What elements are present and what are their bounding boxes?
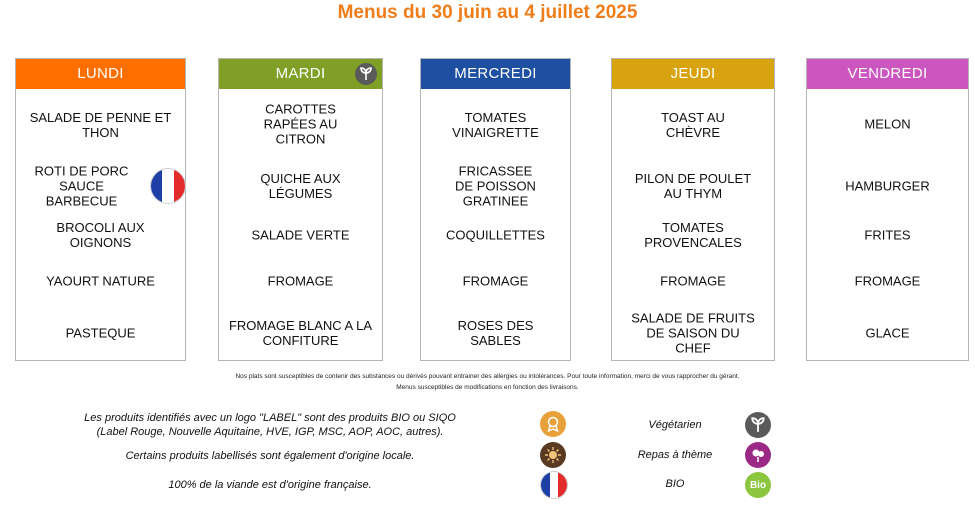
legend-vegetarian-text: Végétarien <box>648 419 702 431</box>
day-header-vendredi: VENDREDI <box>807 59 968 89</box>
dish-mercredi-5: ROSES DES SABLES <box>457 318 534 348</box>
allergy-disclaimer: Nos plats sont susceptibles de contenir des substances ou dérivés pouvant entrainer des allergies ou intolérances. Pour toute information, merci de vous rapprocher du gérant. <box>235 373 740 380</box>
legend-label-line1: Les produits identifiés avec un logo "LABEL" sont des produits BIO ou SIQO <box>84 412 456 424</box>
theme-meal-icon <box>745 442 771 468</box>
dish-mardi-2: QUICHE AUX LÉGUMES <box>260 171 341 201</box>
dish-vendredi-4: FROMAGE <box>854 273 921 289</box>
day-header-mardi-label: MARDI <box>275 65 326 82</box>
dish-lundi-4: YAOURT NATURE <box>46 273 155 289</box>
day-column-jeudi <box>611 58 775 361</box>
dish-mardi-5: FROMAGE BLANC A LA CONFITURE <box>228 318 373 348</box>
dish-mercredi-2: FRICASSEE DE POISSON GRATINEE <box>455 163 536 209</box>
legend-local-text: Certains produits labellisés sont également d'origine locale. <box>125 450 415 462</box>
day-column-vendredi <box>806 58 969 361</box>
french-origin-icon <box>541 472 567 498</box>
dish-jeudi-2: PILON DE POULET AU THYM <box>634 171 752 201</box>
modification-disclaimer: Menus susceptibles de modifications en fonction des livraisons. <box>396 384 579 391</box>
dish-vendredi-2: HAMBURGER <box>845 178 930 194</box>
dish-lundi-1: SALADE DE PENNE ET THON <box>29 110 172 140</box>
day-header-lundi: LUNDI <box>16 59 185 89</box>
bio-icon <box>745 472 771 498</box>
dish-mercredi-1: TOMATES VINAIGRETTE <box>452 110 539 140</box>
dish-jeudi-5: SALADE DE FRUITS DE SAISON DU CHEF <box>631 310 755 356</box>
dish-mercredi-4: FROMAGE <box>462 273 529 289</box>
dish-lundi-2: ROTI DE PORC SAUCE BARBECUE <box>34 163 129 209</box>
day-header-jeudi: JEUDI <box>612 59 774 89</box>
day-column-mercredi <box>420 58 571 361</box>
dish-jeudi-3: TOMATES PROVENCALES <box>644 220 742 250</box>
dish-lundi-3: BROCOLI AUX OIGNONS <box>56 220 145 250</box>
legend-theme-text: Repas à thème <box>637 449 713 461</box>
legend-label-line2: (Label Rouge, Nouvelle Aquitaine, HVE, IGP, MSC, AOP, AOC, autres). <box>96 426 444 438</box>
dish-jeudi-1: TOAST AU CHÈVRE <box>661 110 725 140</box>
day-header-mardi <box>219 59 382 89</box>
dish-vendredi-5: GLACE <box>865 325 910 341</box>
dish-jeudi-4: FROMAGE <box>660 273 726 289</box>
day-column-mardi <box>218 58 383 361</box>
day-header-mercredi: MERCREDI <box>421 59 570 89</box>
dish-mercredi-3: COQUILLETTES <box>446 227 545 243</box>
dish-lundi-5: PASTEQUE <box>65 325 136 341</box>
legend-meat-text: 100% de la viande est d'origine française. <box>168 479 372 491</box>
dish-mardi-3: SALADE VERTE <box>251 227 350 243</box>
french-flag-icon <box>151 169 185 203</box>
vegetarian-legend-icon <box>745 412 771 438</box>
dish-vendredi-1: MELON <box>864 116 911 132</box>
bio-logo-text: Bio <box>749 479 767 491</box>
page-title: Menus du 30 juin au 4 juillet 2025 <box>337 2 638 23</box>
dish-vendredi-3: FRITES <box>864 227 911 243</box>
dish-mardi-1: CAROTTES RAPÉES AU CITRON <box>263 101 338 147</box>
local-product-icon <box>540 442 566 468</box>
legend-bio-text: BIO <box>665 478 685 490</box>
label-quality-icon <box>540 411 566 437</box>
day-column-lundi <box>15 58 186 361</box>
legend-label-text <box>60 411 480 439</box>
vegetarian-icon <box>355 63 377 85</box>
dish-mardi-4: FROMAGE <box>267 273 334 289</box>
